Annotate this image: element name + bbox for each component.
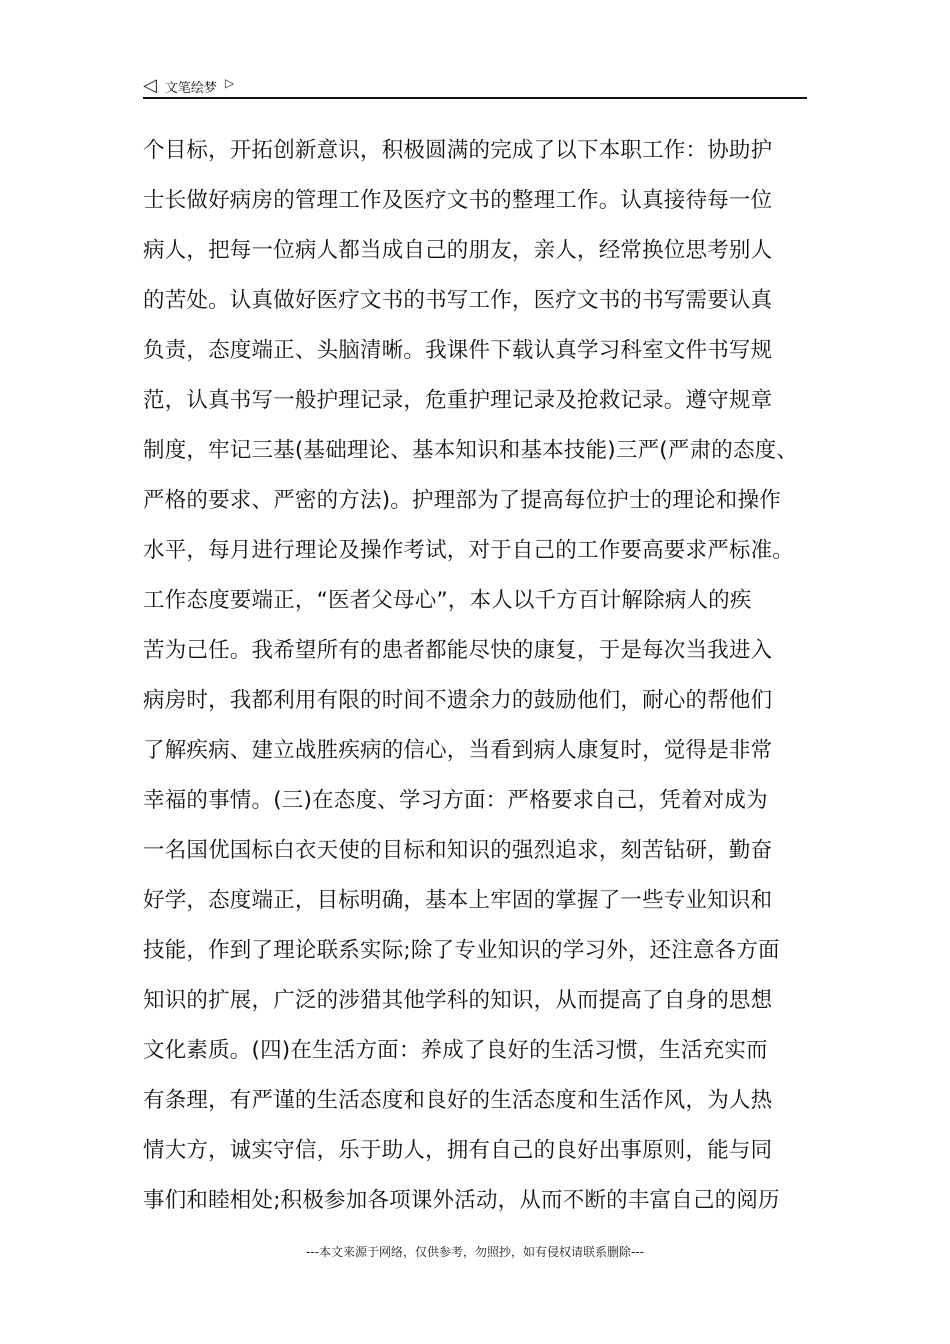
text-line: 水平，每月进行理论及操作考试，对于自己的工作要高要求严标准。	[143, 538, 795, 563]
text-line: 事们和睦相处;积极参加各项课外活动，从而不断的丰富自己的阅历	[143, 1188, 780, 1213]
text-line: 苦为己任。我希望所有的患者都能尽快的康复，于是每次当我进入	[143, 638, 773, 663]
text-line: 幸福的事情。(三)在态度、学习方面：严格要求自己，凭着对成为	[143, 788, 768, 813]
text-line: 知识的扩展，广泛的涉猎其他学科的知识，从而提高了自身的思想	[143, 988, 773, 1013]
header-divider	[143, 97, 807, 99]
text-line: 一名国优国标白衣天使的目标和知识的强烈追求，刻苦钻研，勤奋	[143, 838, 773, 863]
text-line: 有条理，有严谨的生活态度和良好的生活态度和生活作风，为人热	[143, 1088, 773, 1113]
text-line: 病房时，我都利用有限的时间不遗余力的鼓励他们，耐心的帮他们	[143, 688, 773, 713]
text-line: 个目标，开拓创新意识，积极圆满的完成了以下本职工作：协助护	[143, 138, 773, 163]
text-line: 好学，态度端正，目标明确，基本上牢固的掌握了一些专业知识和	[143, 888, 773, 913]
text-line: 负责，态度端正、头脑清晰。我课件下载认真学习科室文件书写规	[143, 338, 773, 363]
text-line: 了解疾病、建立战胜疾病的信心，当看到病人康复时，觉得是非常	[143, 738, 773, 763]
document-body	[143, 126, 807, 1226]
text-line: 技能，作到了理论联系实际;除了专业知识的学习外，还注意各方面	[143, 938, 780, 963]
page-footer: ---本文来源于网络，仅供参考，勿照抄，如有侵权请联系删除---	[306, 1245, 644, 1259]
page-header	[143, 72, 807, 100]
text-line: 文化素质。(四)在生活方面：养成了良好的生活习惯，生活充实而	[143, 1038, 768, 1063]
header-title: 文笔绘梦	[164, 80, 217, 96]
text-line: 情大方，诚实守信，乐于助人，拥有自己的良好出事原则，能与同	[143, 1138, 773, 1163]
text-line: 范，认真书写一般护理记录，危重护理记录及抢救记录。遵守规章	[143, 388, 773, 413]
text-line: 工作态度要端正，“医者父母心”，本人以千方百计解除病人的疾	[143, 588, 752, 613]
text-line: 的苦处。认真做好医疗文书的书写工作，医疗文书的书写需要认真	[143, 288, 773, 313]
triangle-left-icon: ◁	[143, 75, 157, 96]
text-line: 严格的要求、严密的方法)。护理部为了提高每位护士的理论和操作	[143, 488, 781, 513]
text-line: 士长做好病房的管理工作及医疗文书的整理工作。认真接待每一位	[143, 188, 773, 213]
text-line: 制度，牢记三基(基础理论、基本知识和基本技能)三严(严肃的态度、	[143, 438, 799, 463]
text-line: 病人，把每一位病人都当成自己的朋友，亲人，经常换位思考别人	[143, 238, 773, 263]
triangle-right-icon: ▷	[224, 76, 235, 90]
